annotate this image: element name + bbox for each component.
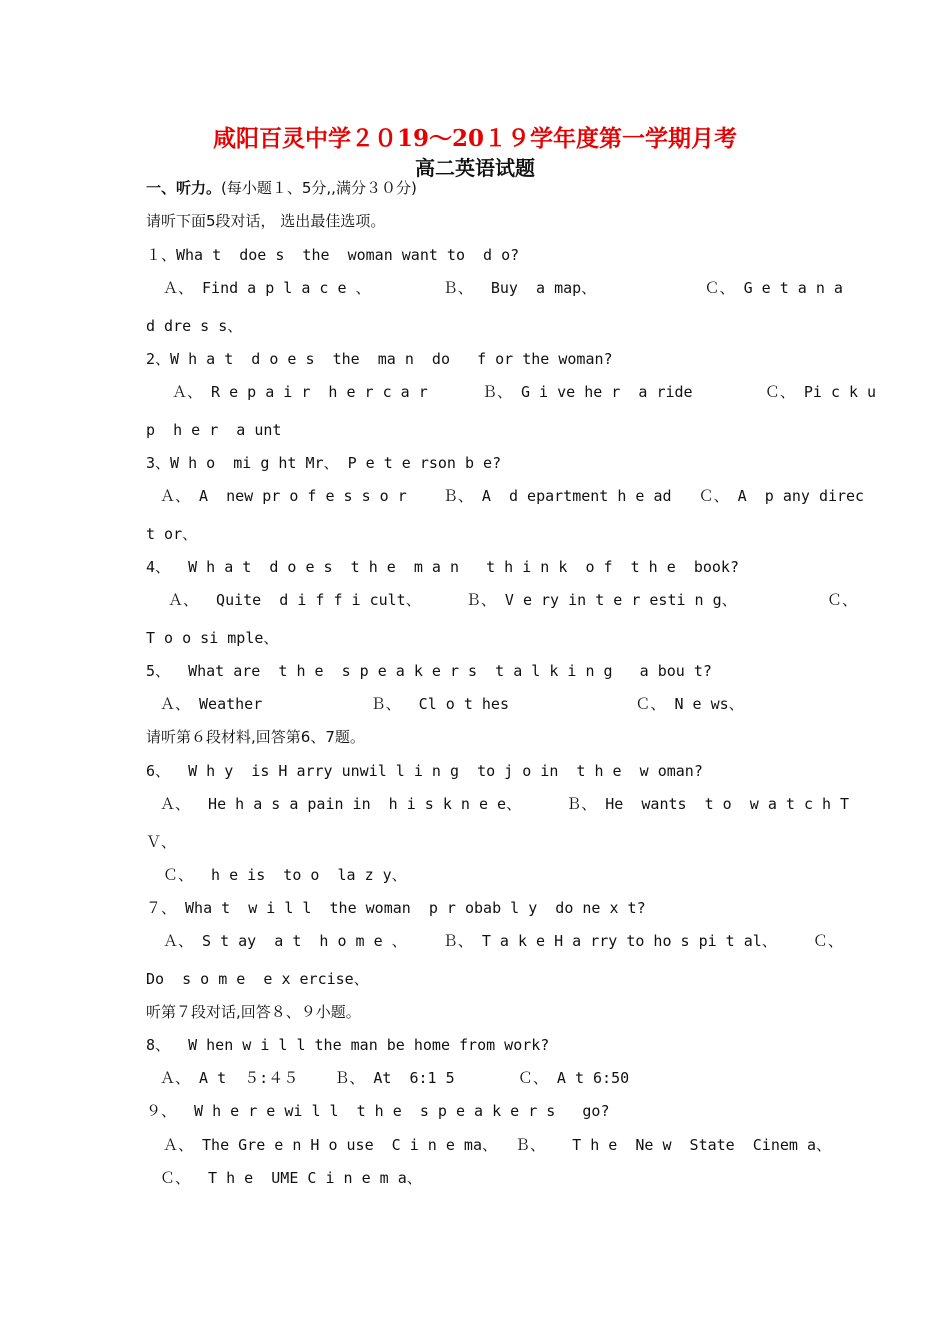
question-3-stem: 3、W h o mi g ht Mr、 P e t e rson b e? xyxy=(146,454,502,472)
question-7-options: Ａ、 S t ay a t h o m e 、 Ｂ、 T a k e H a rry to ho s pi t al、 Ｃ、 xyxy=(163,932,843,950)
question-7-options-cont: Do s o m e e x ercise、 xyxy=(146,970,369,988)
question-3-options-cont: t or、 xyxy=(146,525,198,543)
question-9-stem: ９、 W h e r e wi l l t h e s p e a k e r s go? xyxy=(146,1102,610,1120)
question-6-option-c: Ｃ、 h e is to o la z y、 xyxy=(163,866,407,884)
section-note: (每小题１、5分,,满分３０分) xyxy=(221,179,417,197)
exam-title: 咸阳百灵中学２０19～20１９学年度第一学期月考 xyxy=(212,125,737,152)
exam-subtitle: 高二英语试题 xyxy=(415,156,535,180)
question-2-options: Ａ、 R e p a i r h e r c a r Ｂ、 G i ve he r a ride Ｃ、 Pi c k u xyxy=(172,383,877,401)
instruction-6-7: 请听第６段材料,回答第6、7题。 xyxy=(146,728,365,746)
section-instruction: 请听下面5段对话， 选出最佳选项。 xyxy=(146,212,386,230)
question-5-stem: 5、 What are t h e s p e a k e r s t a l k i n g a bou t? xyxy=(146,662,712,680)
question-9-option-c: Ｃ、 T h e UME C i n e m a、 xyxy=(160,1169,422,1187)
instruction-8-9: 听第７段对话,回答８、９小题。 xyxy=(146,1003,361,1021)
question-4-options: Ａ、 Quite d i f f i cult、 Ｂ、 V e ry in t e r esti n g、 Ｃ、 xyxy=(168,591,857,609)
question-6-options: Ａ、 He h a s a pain in h i s k n e e、 Ｂ、 He wants t o w a t c h T xyxy=(160,795,850,813)
question-9-options: Ａ、 The Gre e n H o use C i n e ma、 Ｂ、 T h e Ne w State Cinem a、 xyxy=(163,1136,831,1154)
question-8-stem: 8、 W hen w i l l the man be home from work? xyxy=(146,1036,550,1054)
question-2-stem: 2、W h a t d o e s the ma n do f or the woman? xyxy=(146,350,613,368)
question-1-options: Ａ、 Find a p l a c e 、 Ｂ、 Buy a map、 Ｃ、 G e t a n a xyxy=(163,279,843,297)
question-7-stem: ７、 Wha t w i l l the woman p r obab l y do ne x t? xyxy=(146,899,646,917)
question-4-options-cont: T o o si mple、 xyxy=(146,629,279,647)
question-1-options-cont: d dre s s、 xyxy=(146,317,243,335)
question-1-stem: １、Wha t doe s the woman want to d o? xyxy=(146,246,520,264)
question-2-options-cont: p h e r a unt xyxy=(146,421,282,439)
question-6-stem: 6、 W h y is H arry unwil l i n g to j o in t h e w oman? xyxy=(146,762,703,780)
question-8-options: Ａ、 A t ５:４５ Ｂ、 At 6:1 5 Ｃ、 A t 6:50 xyxy=(160,1069,630,1087)
question-5-options: Ａ、 Weather Ｂ、 Cl o t hes Ｃ、 N e ws、 xyxy=(160,695,744,713)
section-heading xyxy=(146,178,417,198)
question-4-stem: 4、 W h a t d o e s t h e m a n t h i n k o f t h e book? xyxy=(146,558,739,576)
question-3-options: Ａ、 A new pr o f e s s o r Ｂ、 A d epartment h e ad Ｃ、 A p any direc xyxy=(160,487,865,505)
question-6-options-cont: Ｖ、 xyxy=(146,833,177,851)
section-title: 一、听力。 xyxy=(146,179,222,197)
